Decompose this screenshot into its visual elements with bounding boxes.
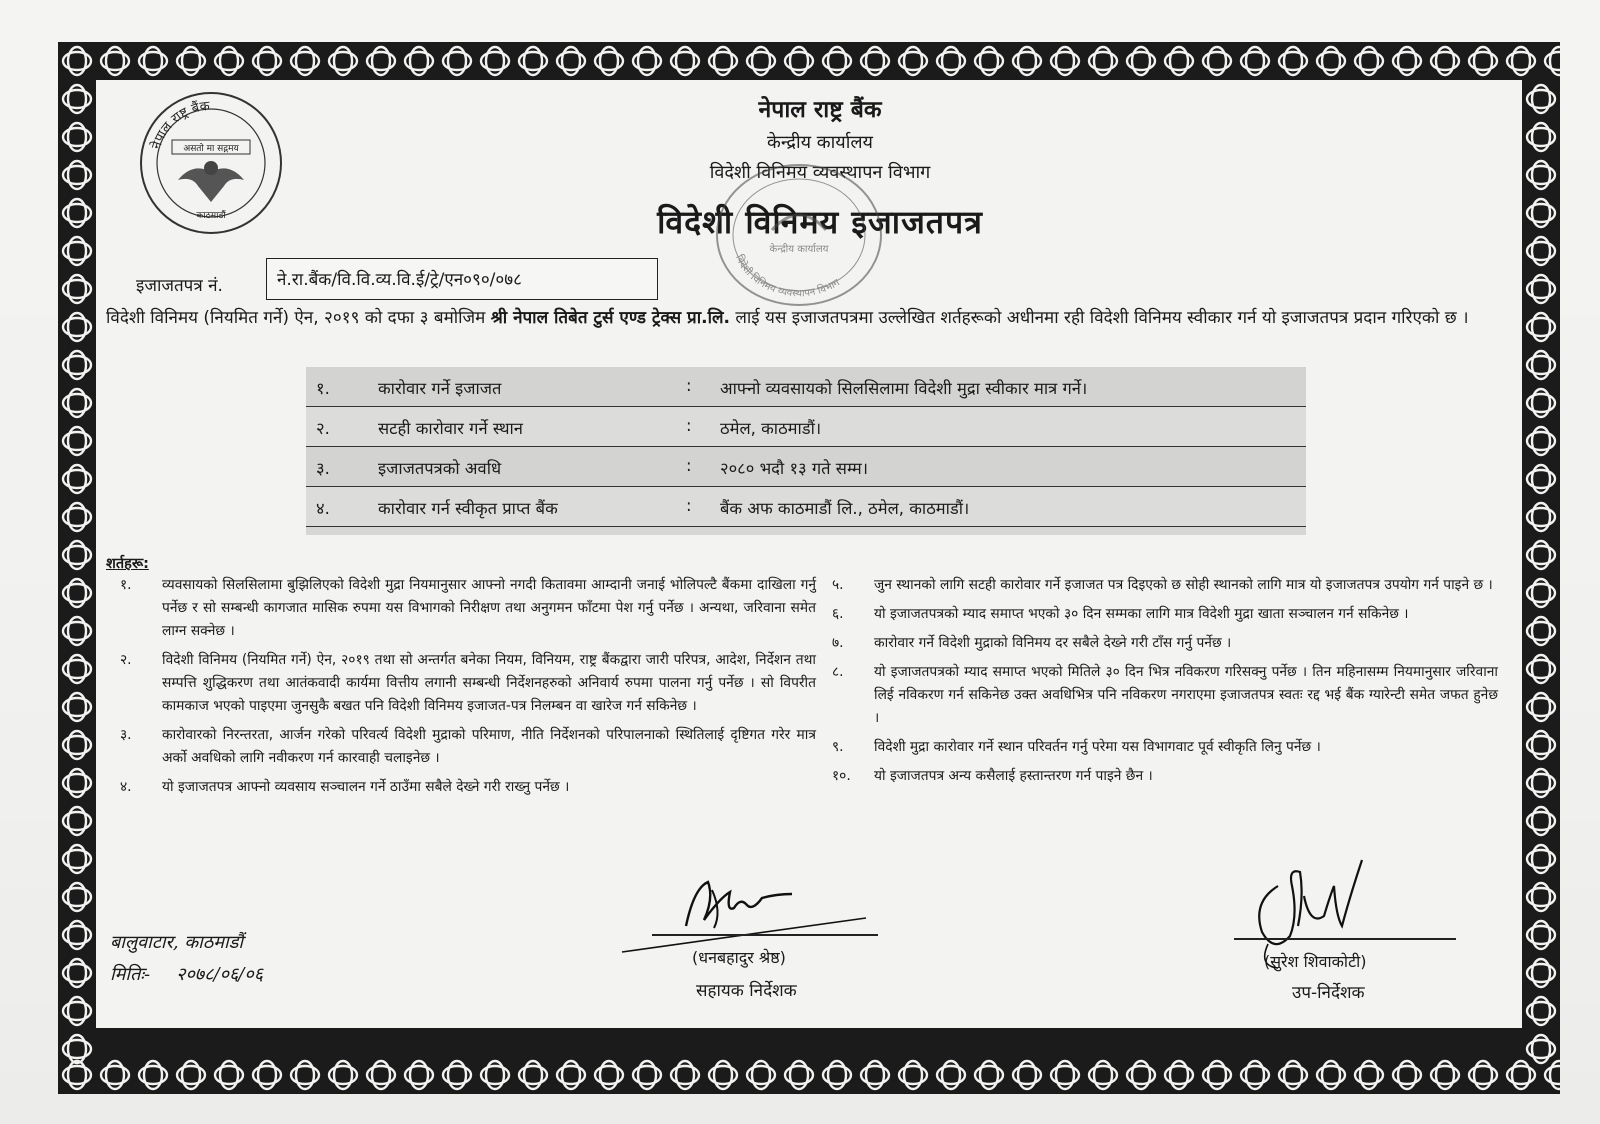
knot-motif [63, 997, 91, 1025]
row-colon: : [686, 376, 692, 395]
knot-motif [975, 47, 1003, 75]
seal-text: नेपाल राष्ट्र बैंक [149, 98, 211, 152]
knot-motif [519, 47, 547, 75]
knot-motif [63, 199, 91, 227]
row-number: ३. [316, 459, 330, 478]
knot-motif [63, 959, 91, 987]
term-text: व्यवसायको सिलसिलामा बुझिलिएको विदेशी मुद्रा नियमानुसार आफ्नो नगदी कितावमा आम्दानी जनाई भोलिपल्टै बैंकमा दाखिला गर्नु पर्नेछ र सो सम्बन्धी कागजात मासिक रुपमा यस विभागको निरीक्षण तथा अनुगमन फाँटमा पेश गर्नु पर्नेछ । अन्यथा, जरिवाना समेत लाग्न सक्नेछ । [162, 577, 816, 639]
knot-motif [63, 541, 91, 569]
knot-motif [367, 47, 395, 75]
knot-motif [1527, 85, 1555, 113]
terms-column-left [106, 574, 816, 805]
term-number: १०. [832, 768, 851, 784]
knot-motif [63, 351, 91, 379]
knot-motif [861, 47, 889, 75]
knot-motif [63, 579, 91, 607]
row-colon: : [686, 456, 692, 475]
term-item [106, 776, 816, 799]
signatory-title: सहायक निर्देशक [696, 981, 797, 1001]
row-value: ठमेल, काठमाडौं। [720, 419, 822, 438]
knot-motif [1355, 1061, 1383, 1089]
knot-motif [633, 47, 661, 75]
knot-motif [177, 47, 205, 75]
office-name: केन्द्रीय कार्यालय [767, 132, 873, 153]
knot-motif [63, 807, 91, 835]
knot-motif [1527, 313, 1555, 341]
signatory-name: (सुरेश शिवाकोटी) [1264, 952, 1367, 971]
knot-motif [595, 1061, 623, 1089]
term-text: विदेशी मुद्रा कारोवार गर्ने स्थान परिवर्तन गर्नु परेमा यस विभागवाट पूर्व स्वीकृति लिनु पर्नेछ । [874, 739, 1321, 755]
knot-motif [671, 47, 699, 75]
knot-motif [405, 1061, 433, 1089]
company-name: श्री नेपाल तिबेत टुर्स एण्ड ट्रेक्स प्रा.लि. [490, 308, 730, 328]
term-text: विदेशी विनिमय (नियमित गर्ने) ऐन, २०१९ तथा सो अन्तर्गत बनेका नियम, विनियम, राष्ट्र बैंकद्वारा जारी परिपत्र, आदेश, निर्देशन तथा सम्पत्ति शुद्धिकरण तथा आतंकवादी कार्यमा वित्तीय लगानी सम्बन्धी निर्देशनहरुको अनिवार्य रुपमा पालना गर्नु पर्नेछ । सो विपरीत कामकाज भएको पाइएमा जुनसुकै बखत पनि विदेशी विनिमय इजाजत-पत्र निलम्बन वा खारेज गर्न सकिनेछ । [162, 652, 816, 714]
stamp-dept: विदेशी विनिमय व्यवस्थापन विभाग [732, 253, 842, 300]
knot-motif [443, 47, 471, 75]
term-text: जुन स्थानको लागि सटही कारोवार गर्ने इजाजत पत्र दिइएको छ सोही स्थानको लागि मात्र यो इजाजतपत्र उपयोग गर्न पाइने छ । [874, 577, 1493, 593]
knot-motif [63, 465, 91, 493]
knot-motif [557, 47, 585, 75]
knot-motif [139, 47, 167, 75]
stamp-text: केन्द्रीय कार्यालय [769, 244, 829, 255]
seal-place: काठमाडौं [196, 211, 226, 221]
knot-motif [1355, 47, 1383, 75]
knot-motif [1527, 541, 1555, 569]
knot-motif [1527, 845, 1555, 873]
knot-motif [1469, 47, 1497, 75]
knot-motif [63, 85, 91, 113]
knot-motif [1507, 47, 1535, 75]
knot-motif [443, 1061, 471, 1089]
knot-motif [291, 47, 319, 75]
row-value: २०८० भदौ १३ गते सम्म। [720, 459, 868, 478]
knot-motif [1203, 1061, 1231, 1089]
knot-motif [1527, 427, 1555, 455]
knot-motif [367, 1061, 395, 1089]
term-item [818, 765, 1498, 788]
knot-motif [63, 161, 91, 189]
issue-place: बालुवाटार, काठमाडौं [110, 932, 244, 953]
knot-motif [215, 47, 243, 75]
knot-motif [1241, 1061, 1269, 1089]
permit-number-label: इजाजतपत्र नं. [136, 276, 223, 296]
knot-motif [63, 845, 91, 873]
permit-details-table [306, 367, 1306, 535]
knot-motif [1013, 1061, 1041, 1089]
terms-heading: शर्तहरू: [106, 556, 149, 572]
issue-date [110, 962, 263, 986]
table-row [306, 407, 1306, 447]
knot-motif [785, 47, 813, 75]
term-number: ४. [120, 779, 132, 795]
knot-motif [1317, 47, 1345, 75]
knot-motif [1545, 1061, 1560, 1089]
knot-motif [1527, 275, 1555, 303]
knot-motif [1527, 389, 1555, 417]
knot-motif [63, 617, 91, 645]
row-value: आफ्नो व्यवसायको सिलसिलामा विदेशी मुद्रा स्वीकार मात्र गर्ने। [720, 379, 1088, 398]
knot-motif [557, 1061, 585, 1089]
knot-motif [747, 1061, 775, 1089]
terms-column-right [818, 574, 1498, 794]
knot-motif [1393, 1061, 1421, 1089]
term-item [106, 649, 816, 718]
knot-motif [63, 1035, 91, 1063]
knot-motif [481, 47, 509, 75]
knot-motif [1127, 1061, 1155, 1089]
knot-motif [1469, 1061, 1497, 1089]
knot-motif [1527, 655, 1555, 683]
knot-motif [63, 503, 91, 531]
knot-motif [1527, 617, 1555, 645]
term-text: यो इजाजतपत्रको म्याद समाप्त भएको मितिले ३० दिन भित्र नविकरण गरिसक्नु पर्नेछ । तिन महिनासम्म नियमानुसार जरिवाना लिई नविकरण गर्न सकिनेछ उक्त अवधिभित्र पनि नविकरण नगराएमा इजाजतपत्र स्वतः रद्द भई बैंक ग्यारेन्टी समेत जफत हुनेछ । [874, 664, 1498, 726]
signature-line [1234, 938, 1456, 940]
knot-motif [1527, 921, 1555, 949]
term-number: ३. [120, 727, 132, 743]
knot-motif [1527, 161, 1555, 189]
intro-paragraph [106, 300, 1516, 337]
knot-motif [1279, 1061, 1307, 1089]
knot-motif [63, 731, 91, 759]
term-item [818, 736, 1498, 759]
term-text: यो इजाजतपत्र अन्य कसैलाई हस्तान्तरण गर्न पाइने छैन । [874, 768, 1153, 784]
knot-motif [329, 1061, 357, 1089]
knot-motif [63, 655, 91, 683]
knot-motif [1527, 959, 1555, 987]
knot-motif [1527, 237, 1555, 265]
knot-motif [1089, 1061, 1117, 1089]
term-number: १. [120, 577, 132, 593]
knot-motif [1013, 47, 1041, 75]
signatory-name: (धनबहादुर श्रेष्ठ) [692, 948, 786, 967]
row-colon: : [686, 416, 692, 435]
knot-motif [937, 47, 965, 75]
signature-line [652, 934, 878, 936]
knot-motif [1527, 351, 1555, 379]
row-number: १. [316, 379, 330, 398]
knot-motif [1545, 47, 1560, 75]
knot-motif [101, 1061, 129, 1089]
knot-motif [1527, 1035, 1555, 1063]
knot-motif [1527, 123, 1555, 151]
knot-motif [63, 47, 91, 75]
knot-motif [1279, 47, 1307, 75]
knot-motif [937, 1061, 965, 1089]
knot-motif [823, 47, 851, 75]
knot-motif [671, 1061, 699, 1089]
department-stamp-icon [712, 160, 886, 310]
knot-motif [63, 389, 91, 417]
row-key: इजाजतपत्रको अवधि [378, 459, 502, 478]
term-text: यो इजाजतपत्र आफ्नो व्यवसाय सञ्चालन गर्ने ठाउँमा सबैले देख्ने गरी राख्नु पर्नेछ । [162, 779, 570, 795]
term-number: २. [120, 652, 132, 668]
table-row [306, 367, 1306, 407]
knot-motif [63, 123, 91, 151]
knot-motif [595, 47, 623, 75]
knot-motif [329, 47, 357, 75]
row-value: बैंक अफ काठमाडौं लि., ठमेल, काठमाडौं। [720, 499, 970, 518]
knot-motif [823, 1061, 851, 1089]
knot-motif [63, 769, 91, 797]
term-number: ९. [832, 739, 844, 755]
knot-motif [1527, 731, 1555, 759]
knot-motif [405, 47, 433, 75]
svg-text:विदेशी विनिमय व्यवस्थापन विभाग [733, 253, 842, 299]
knot-motif [709, 1061, 737, 1089]
knot-motif [633, 1061, 661, 1089]
term-text: कारोवारको निरन्तरता, आर्जन गरेको परिवर्त्य विदेशी मुद्राको परिमाण, नीति निर्देशनको परिपालनाको स्थितिलाई दृष्टिगत गरेर मात्र अर्को अवधिको लागि नवीकरण गर्न कारवाही चलाइनेछ । [162, 727, 816, 766]
knot-motif [1051, 1061, 1079, 1089]
knot-motif [1165, 47, 1193, 75]
knot-motif [899, 1061, 927, 1089]
term-item [818, 632, 1498, 655]
knot-motif [1527, 465, 1555, 493]
knot-motif [1431, 1061, 1459, 1089]
knot-motif [785, 1061, 813, 1089]
term-text: यो इजाजतपत्रको म्याद समाप्त भएको ३० दिन सम्मका लागि मात्र विदेशी मुद्रा खाता सञ्चालन गर्न सकिनेछ । [874, 606, 1409, 622]
knot-motif [1527, 769, 1555, 797]
knot-motif [1527, 503, 1555, 531]
term-item [818, 661, 1498, 730]
knot-motif [861, 1061, 889, 1089]
knot-motif [63, 313, 91, 341]
knot-motif [215, 1061, 243, 1089]
knot-motif [63, 1061, 91, 1089]
term-item [818, 574, 1498, 597]
knot-motif [63, 921, 91, 949]
knot-motif [63, 427, 91, 455]
knot-motif [975, 1061, 1003, 1089]
row-key: कारोवार गर्ने इजाजत [378, 379, 502, 398]
knot-motif [63, 237, 91, 265]
knot-motif [1527, 199, 1555, 227]
nepal-rastra-bank-seal-icon [138, 90, 284, 236]
knot-motif [1527, 883, 1555, 911]
knot-motif [519, 1061, 547, 1089]
seal-motto: असतो मा सद्गमय [183, 144, 239, 154]
knot-motif [63, 275, 91, 303]
knot-motif [1393, 47, 1421, 75]
intro-text-before: विदेशी विनिमय (नियमित गर्ने) ऐन, २०१९ को दफा ३ बमोजिम [106, 308, 491, 328]
knot-motif [1127, 47, 1155, 75]
permit-number-box: ने.रा.बैंक/वि.वि.व्य.वि.ई/ट्रे/एन०९०/०७८ [266, 258, 658, 300]
knot-motif [1165, 1061, 1193, 1089]
knot-motif [1203, 47, 1231, 75]
knot-motif [101, 47, 129, 75]
knot-motif [63, 883, 91, 911]
knot-motif [1317, 1061, 1345, 1089]
department-name: विदेशी विनिमय व्यवस्थापन विभाग [709, 162, 931, 183]
knot-motif [899, 47, 927, 75]
term-number: ६. [832, 606, 844, 622]
knot-motif [1051, 47, 1079, 75]
document-title: विदेशी विनिमय इजाजतपत्र [657, 203, 983, 241]
term-text: कारोवार गर्ने विदेशी मुद्राको विनिमय दर सबैले देख्ने गरी टाँस गर्नु पर्नेछ । [874, 635, 1232, 651]
row-number: ४. [316, 499, 330, 518]
term-item [818, 603, 1498, 626]
table-row [306, 447, 1306, 487]
row-key: सटही कारोवार गर्ने स्थान [378, 419, 523, 438]
term-number: ५. [832, 577, 844, 593]
knot-motif [63, 693, 91, 721]
row-key: कारोवार गर्न स्वीकृत प्राप्त बैंक [378, 499, 558, 518]
term-item [106, 574, 816, 643]
knot-motif [253, 1061, 281, 1089]
signatory-title: उप-निर्देशक [1292, 983, 1365, 1003]
intro-text-after: लाई यस इजाजतपत्रमा उल्लेखित शर्तहरूको अधीनमा रही विदेशी विनिमय स्वीकार गर्न यो इजाजतपत्र प्रदान गरिएको छ । [729, 308, 1469, 328]
knot-motif [709, 47, 737, 75]
knot-motif [1507, 1061, 1535, 1089]
date-label: मितिः- [110, 964, 151, 985]
knot-motif [481, 1061, 509, 1089]
signature-1-icon [616, 868, 876, 958]
knot-motif [177, 1061, 205, 1089]
knot-motif [1527, 693, 1555, 721]
knot-motif [1431, 47, 1459, 75]
knot-motif [1527, 997, 1555, 1025]
term-item [106, 724, 816, 770]
table-row [306, 487, 1306, 527]
term-number: ७. [832, 635, 844, 651]
row-colon: : [686, 496, 692, 515]
knot-motif [139, 1061, 167, 1089]
bank-name: नेपाल राष्ट्र बैंक [758, 97, 882, 123]
knot-motif [1527, 807, 1555, 835]
row-number: २. [316, 419, 330, 438]
date-value: २०७८/०६/०६ [176, 964, 264, 985]
knot-motif [1527, 579, 1555, 607]
knot-motif [747, 47, 775, 75]
term-number: ८. [832, 664, 844, 680]
knot-motif [1089, 47, 1117, 75]
knot-motif [253, 47, 281, 75]
knot-motif [291, 1061, 319, 1089]
knot-motif [1241, 47, 1269, 75]
